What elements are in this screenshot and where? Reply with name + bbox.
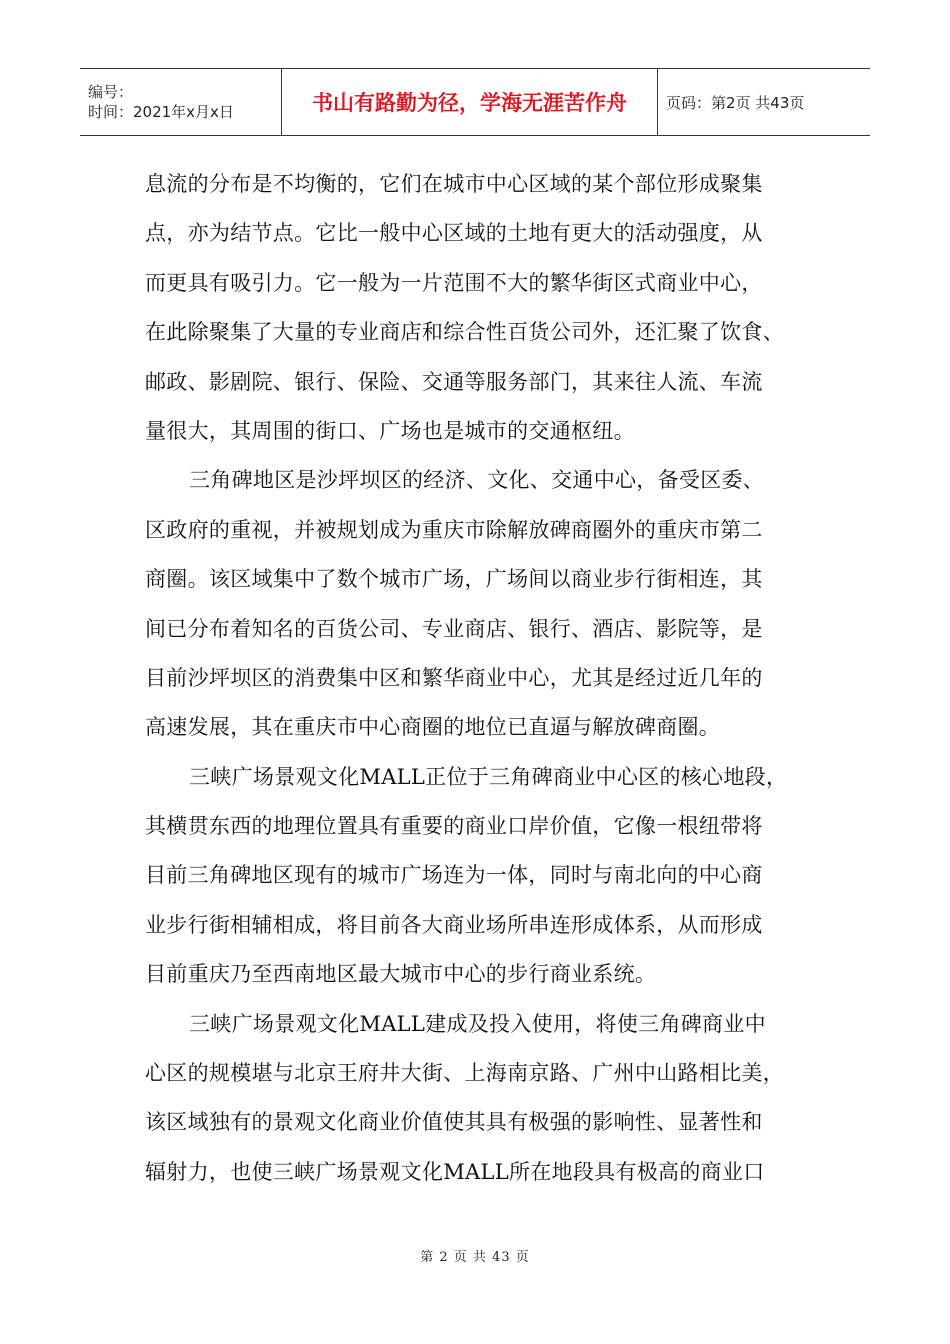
body-text-line: 目前沙坪坝区的消费集中区和繁华商业中心，尤其是经过近几年的 [145, 665, 763, 690]
header-meta-cell [80, 69, 282, 135]
body-text-line: 三峡广场景观文化MALL建成及投入使用，将使三角碑商业中 [189, 1011, 766, 1036]
document-body [145, 160, 835, 1197]
body-text-line: 目前重庆乃至西南地区最大城市中心的步行商业系统。 [145, 962, 657, 987]
body-text-line: 三角碑地区是沙坪坝区的经济、文化、交通中心，备受区委、 [189, 468, 765, 493]
body-text-line: 间已分布着知名的百货公司、专业商店、银行、酒店、影院等，是 [145, 616, 763, 641]
body-text-line: 区政府的重视，并被规划成为重庆市除解放碑商圈外的重庆市第二 [145, 517, 763, 542]
body-text-line: 三峡广场景观文化MALL正位于三角碑商业中心区的核心地段， [189, 764, 788, 789]
date-label: 时间：2021年x月x日 [88, 103, 234, 121]
body-text-line: 点，亦为结节点。它比一般中心区域的土地有更大的活动强度，从 [145, 221, 763, 246]
body-text-line: 辐射力，也使三峡广场景观文化MALL所在地段具有极高的商业口 [145, 1159, 765, 1184]
body-text-line: 心区的规模堪与北京王府井大街、上海南京路、广州中山路相比美， [145, 1061, 784, 1086]
body-text-line: 量很大，其周围的街口、广场也是城市的交通枢纽。 [145, 418, 635, 443]
page-footer: 第 2 页 共 43 页 [420, 1250, 530, 1265]
body-text-line: 其横贯东西的地理位置具有重要的商业口岸价值，它像一根纽带将 [145, 814, 763, 839]
number-label: 编号： [88, 83, 134, 101]
body-text-line: 而更具有吸引力。它一般为一片范围不大的繁华街区式商业中心， [145, 270, 763, 295]
body-text-line: 息流的分布是不均衡的，它们在城市中心区域的某个部位形成聚集 [145, 172, 763, 196]
page-info: 页码：第2页 共43页 [666, 93, 805, 112]
body-text-line: 在此除聚集了大量的专业商店和综合性百货公司外，还汇聚了饮食、 [145, 320, 784, 345]
body-text-line: 商圈。该区域集中了数个城市广场，广场间以商业步行街相连，其 [145, 567, 763, 592]
motto-text: 书山有路勤为径，学海无涯苦作舟 [312, 91, 627, 115]
body-text-line: 高速发展，其在重庆市中心商圈的地位已直逼与解放碑商圈。 [145, 715, 721, 740]
body-text-line: 业步行街相辅相成，将目前各大商业场所串连形成体系，从而形成 [145, 912, 763, 937]
document-header [80, 68, 870, 136]
body-text-line: 目前三角碑地区现有的城市广场连为一体，同时与南北向的中心商 [145, 863, 763, 888]
body-text-line: 邮政、影剧院、银行、保险、交通等服务部门，其来往人流、车流 [145, 369, 763, 394]
body-text-line: 该区域独有的景观文化商业价值使其具有极强的影响性、显著性和 [145, 1110, 763, 1135]
header-motto-cell [282, 69, 658, 135]
header-page-cell [658, 69, 870, 135]
